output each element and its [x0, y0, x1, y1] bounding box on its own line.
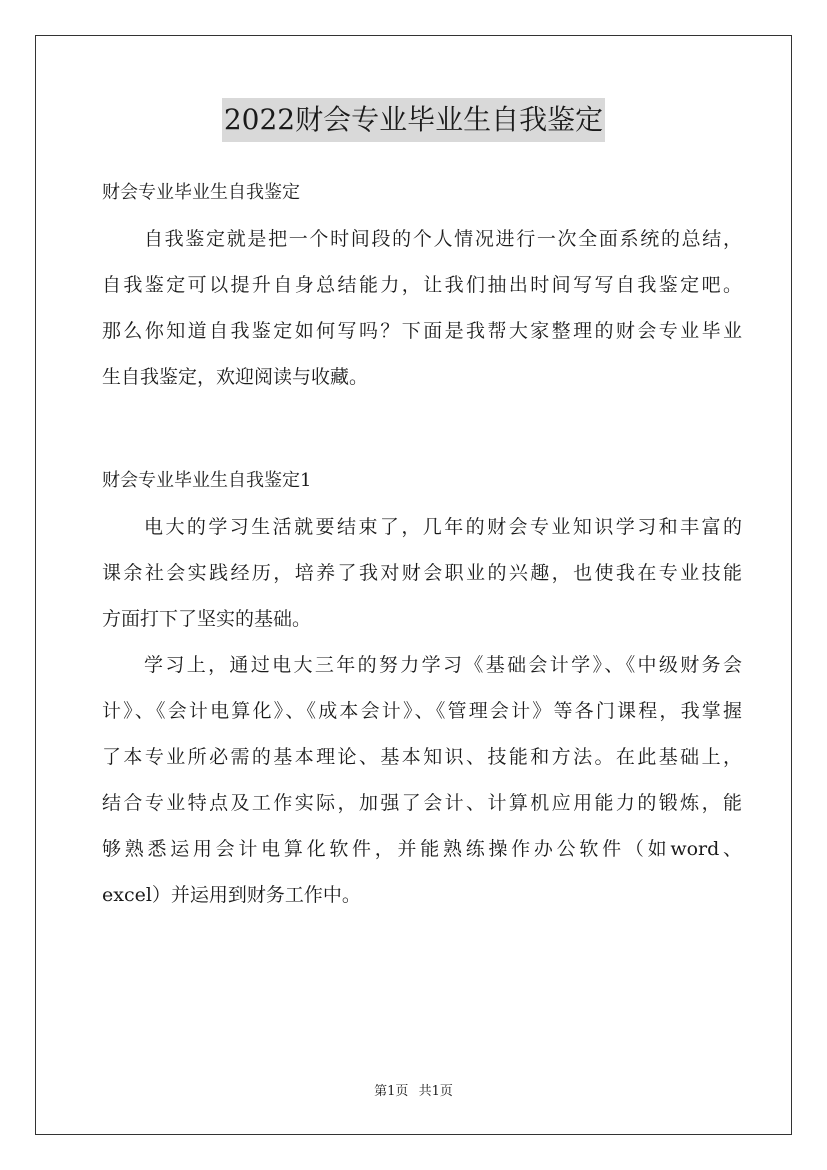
- document-subtitle: 财会专业毕业生自我鉴定: [102, 182, 300, 203]
- paragraph-line: 课余社会实践经历，培养了我对财会职业的兴趣，也使我在专业技能: [102, 562, 742, 584]
- paragraph-line: 电大的学习生活就要结束了，几年的财会专业知识学习和丰富的: [144, 516, 742, 538]
- page-total: 共1页: [418, 1084, 453, 1099]
- paragraph-line: 学习上，通过电大三年的努力学习《基础会计学》、《中级财务会: [144, 654, 742, 676]
- paragraph-line: 方面打下了坚实的基础。: [102, 608, 312, 630]
- intro-line: 生自我鉴定，欢迎阅读与收藏。: [102, 366, 369, 388]
- paragraph-line: 结合专业特点及工作实际，加强了会计、计算机应用能力的锻炼，能: [102, 792, 742, 814]
- document-title: [0, 98, 827, 142]
- paragraph-line: 了本专业所必需的基本理论、基本知识、技能和方法。在此基础上，: [102, 746, 742, 768]
- intro-line: 自我鉴定可以提升自身总结能力，让我们抽出时间写写自我鉴定吧。: [102, 274, 742, 296]
- paragraph-gap: [102, 400, 742, 458]
- document-body: [102, 170, 742, 918]
- paragraph-line: excel）并运用到财务工作中。: [102, 884, 361, 906]
- intro-line: 那么你知道自我鉴定如何写吗？下面是我帮大家整理的财会专业毕业: [102, 320, 742, 342]
- intro-line: 自我鉴定就是把一个时间段的个人情况进行一次全面系统的总结，: [144, 228, 742, 250]
- page-footer: [0, 1083, 827, 1101]
- page-number: 第1页: [374, 1084, 409, 1099]
- paragraph-line: 计》、《会计电算化》、《成本会计》、《管理会计》等各门课程，我掌握: [102, 700, 742, 722]
- section-heading: 财会专业毕业生自我鉴定1: [102, 470, 312, 491]
- document-title-text: 2022财会专业毕业生自我鉴定: [222, 98, 605, 142]
- paragraph-line: 够熟悉运用会计电算化软件，并能熟练操作办公软件（如word、: [102, 838, 742, 860]
